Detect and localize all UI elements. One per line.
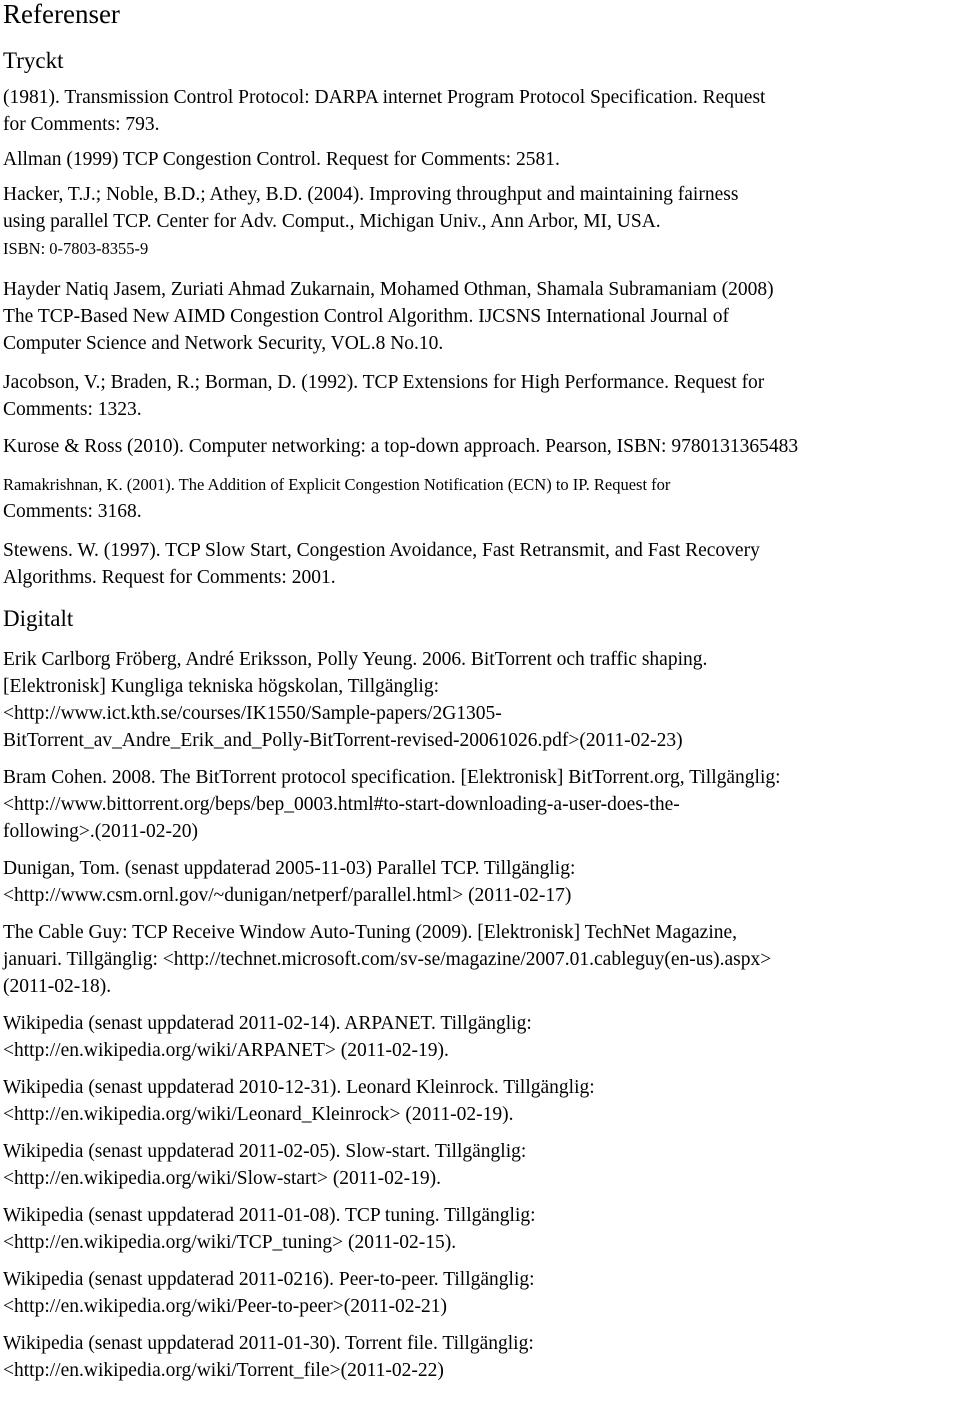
reference-line: [Elektronisk] Kungliga tekniska högskolan, Tillgänglig: <box>3 676 440 697</box>
reference-line: Bram Cohen. 2008. The BitTorrent protocol specification. [Elektronisk] BitTorrent.org, Tillgänglig: <box>3 767 781 788</box>
reference-line: Allman (1999) TCP Congestion Control. Request for Comments: 2581. <box>3 149 560 170</box>
reference-line: Algorithms. Request for Comments: 2001. <box>3 567 336 588</box>
reference-line: Comments: 1323. <box>3 399 142 420</box>
reference-link[interactable]: <http://www.ict.kth.se/courses/IK1550/Sample-papers/2G1305- <box>3 703 502 724</box>
reference-line: Wikipedia (senast uppdaterad 2011-01-08). TCP tuning. Tillgänglig: <box>3 1205 536 1226</box>
reference-item <box>3 433 958 460</box>
reference-line: The TCP-Based New AIMD Congestion Control Algorithm. IJCSNS International Journal of <box>3 306 729 327</box>
reference-item <box>3 1010 958 1064</box>
reference-item <box>3 1074 958 1128</box>
reference-line: Ramakrishnan, K. (2001). The Addition of Explicit Congestion Notification (ECN) to IP. Request for <box>3 475 671 494</box>
reference-link[interactable]: <http://en.wikipedia.org/wiki/Peer-to-peer>(2011-02-21) <box>3 1296 447 1317</box>
reference-link[interactable]: <http://www.csm.ornl.gov/~dunigan/netperf/parallel.html> (2011-02-17) <box>3 885 572 906</box>
reference-line: Dunigan, Tom. (senast uppdaterad 2005-11-03) Parallel TCP. Tillgänglig: <box>3 858 576 879</box>
reference-item <box>3 369 958 423</box>
reference-item <box>3 1138 958 1192</box>
reference-line: ISBN: 0-7803-8355-9 <box>3 239 149 258</box>
reference-item <box>3 471 958 525</box>
reference-link[interactable]: januari. Tillgänglig: <http://technet.microsoft.com/sv-se/magazine/2007.01.cableguy(en-us).aspx> <box>3 949 772 970</box>
reference-item <box>3 537 958 591</box>
reference-line: Comments: 3168. <box>3 501 142 522</box>
reference-item <box>3 855 958 909</box>
reference-item <box>3 1202 958 1256</box>
reference-line: Wikipedia (senast uppdaterad 2011-0216). Peer-to-peer. Tillgänglig: <box>3 1269 535 1290</box>
reference-item <box>3 919 958 1000</box>
reference-item <box>3 1330 958 1384</box>
reference-line: Wikipedia (senast uppdaterad 2011-02-14). ARPANET. Tillgänglig: <box>3 1013 532 1034</box>
page-title: Referenser <box>3 0 120 29</box>
reference-line: Erik Carlborg Fröberg, André Eriksson, Polly Yeung. 2006. BitTorrent och traffic shaping. <box>3 649 708 670</box>
reference-link[interactable]: <http://en.wikipedia.org/wiki/Leonard_Kleinrock> (2011-02-19). <box>3 1104 514 1125</box>
section-heading-digital: Digitalt <box>3 606 74 631</box>
reference-line: The Cable Guy: TCP Receive Window Auto-Tuning (2009). [Elektronisk] TechNet Magazine, <box>3 922 738 943</box>
reference-link[interactable]: BitTorrent_av_Andre_Erik_and_Polly-BitTorrent-revised-20061026.pdf>(2011-02-23) <box>3 730 683 751</box>
reference-item <box>3 181 958 262</box>
reference-item <box>3 146 958 173</box>
reference-line: Wikipedia (senast uppdaterad 2011-01-30). Torrent file. Tillgänglig: <box>3 1333 534 1354</box>
reference-item <box>3 276 958 357</box>
reference-link[interactable]: <http://en.wikipedia.org/wiki/TCP_tuning> (2011-02-15). <box>3 1232 457 1253</box>
reference-line: Stewens. W. (1997). TCP Slow Start, Congestion Avoidance, Fast Retransmit, and Fast Recovery <box>3 540 760 561</box>
reference-link[interactable]: <http://en.wikipedia.org/wiki/Torrent_file>(2011-02-22) <box>3 1360 444 1381</box>
reference-line: for Comments: 793. <box>3 114 160 135</box>
reference-item <box>3 1266 958 1320</box>
reference-line: Computer Science and Network Security, VOL.8 No.10. <box>3 333 444 354</box>
reference-line: Wikipedia (senast uppdaterad 2010-12-31). Leonard Kleinrock. Tillgänglig: <box>3 1077 595 1098</box>
reference-item <box>3 84 958 138</box>
section-heading-printed: Tryckt <box>3 48 64 73</box>
reference-link[interactable]: <http://en.wikipedia.org/wiki/ARPANET> (2011-02-19). <box>3 1040 449 1061</box>
reference-line: Wikipedia (senast uppdaterad 2011-02-05). Slow-start. Tillgänglig: <box>3 1141 527 1162</box>
reference-line: using parallel TCP. Center for Adv. Comput., Michigan Univ., Ann Arbor, MI, USA. <box>3 211 661 232</box>
reference-line: Hayder Natiq Jasem, Zuriati Ahmad Zukarnain, Mohamed Othman, Shamala Subramaniam (2008) <box>3 279 774 300</box>
reference-line: (2011-02-18). <box>3 976 112 997</box>
reference-link[interactable]: <http://en.wikipedia.org/wiki/Slow-start> (2011-02-19). <box>3 1168 441 1189</box>
reference-item <box>3 764 958 845</box>
reference-line: Kurose & Ross (2010). Computer networking: a top-down approach. Pearson, ISBN: 9780131365483 <box>3 436 799 457</box>
reference-line: Jacobson, V.; Braden, R.; Borman, D. (1992). TCP Extensions for High Performance. Request for <box>3 372 765 393</box>
reference-link[interactable]: <http://www.bittorrent.org/beps/bep_0003.html#to-start-downloading-a-user-does-the- <box>3 794 680 815</box>
reference-line: Hacker, T.J.; Noble, B.D.; Athey, B.D. (2004). Improving throughput and maintaining fairness <box>3 184 739 205</box>
reference-line: (1981). Transmission Control Protocol: DARPA internet Program Protocol Specification. Request <box>3 87 766 108</box>
references-page <box>3 0 958 1384</box>
reference-link[interactable]: following>.(2011-02-20) <box>3 821 198 842</box>
reference-item <box>3 646 958 754</box>
